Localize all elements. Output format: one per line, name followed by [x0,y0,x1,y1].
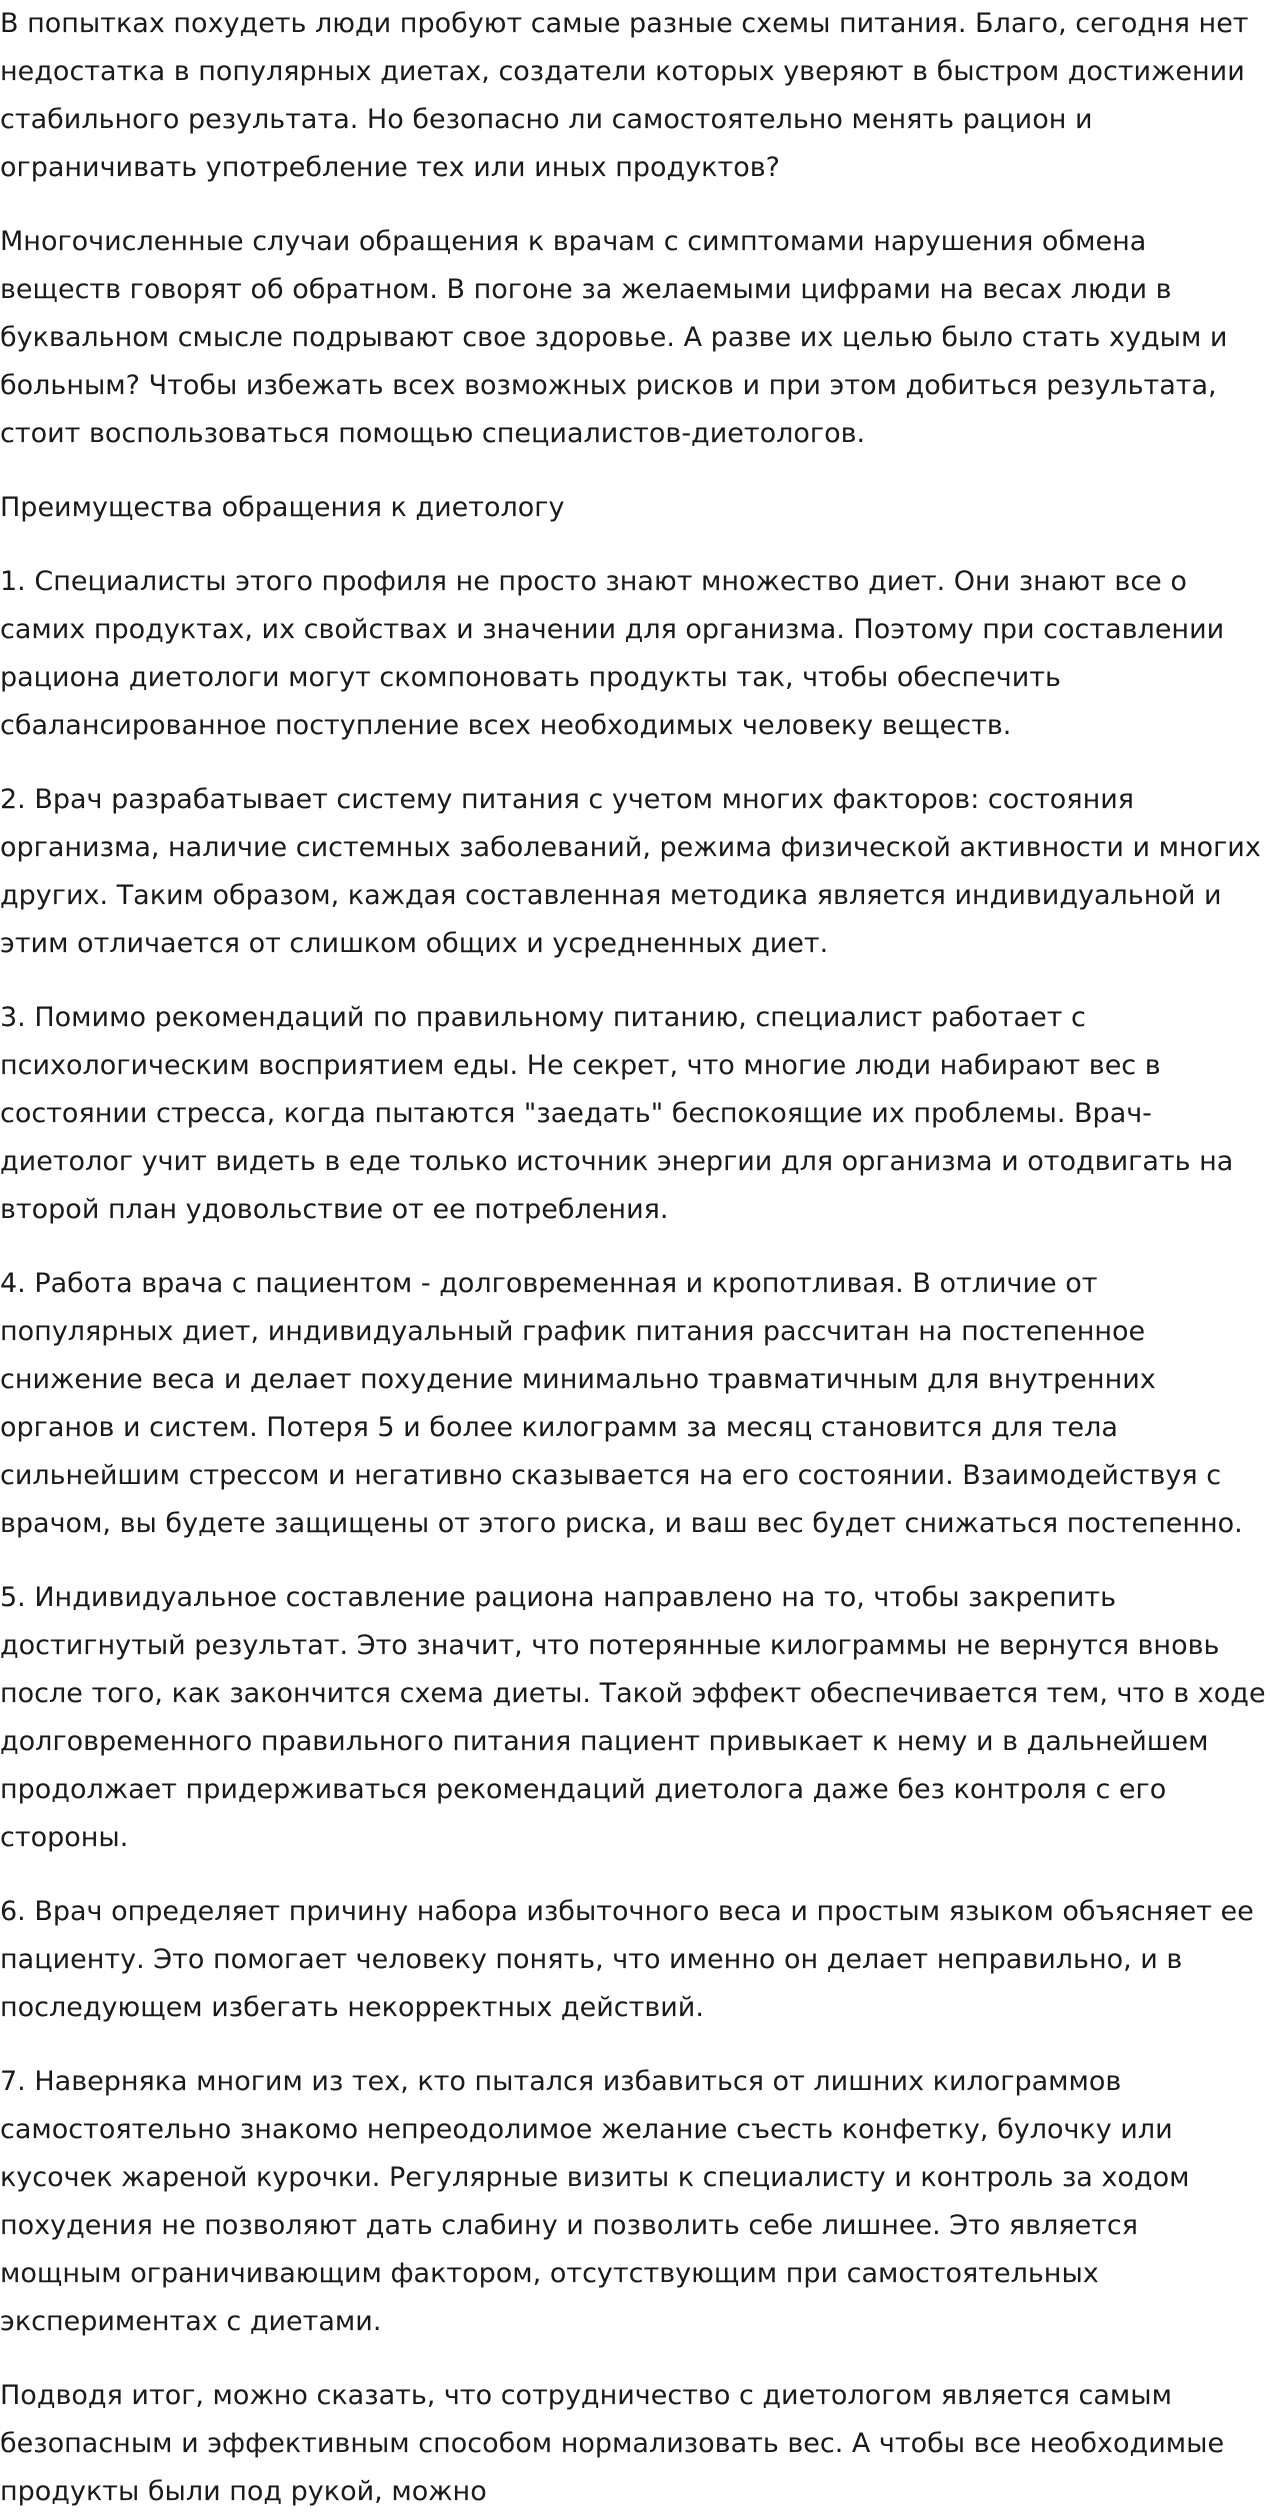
list-item-3: 3. Помимо рекомендаций по правильному питанию, специалист работает с психологическим восприятием еды. Не секрет, что многие люди набирают вес в состоянии стресса, когда пытаются "заедать" беспокоящие их проблемы. Врач-диетолог учит видеть в еде только источник энергии для организма и отодвигать на второй план удовольствие от ее потребления. [0,1002,1234,1225]
list-item-5: 5. Индивидуальное составление рациона направлено на то, чтобы закрепить достигнутый результат. Это значит, что потерянные килограммы не вернутся вновь после того, как закончится схема диеты. Такой эффект обеспечивается тем, что в ходе долговременного правильного питания пациент привыкает к нему и в дальнейшем продолжает придерживаться рекомендаций диетолога даже без контроля с его стороны. [0,1582,1266,1853]
section-heading: Преимущества обращения к диетологу [0,492,565,523]
list-item-6: 6. Врач определяет причину набора избыточного веса и простым языком объясняет ее пациенту. Это помогает человеку понять, что именно он делает неправильно, и в последующем избегать некорректных действий. [0,1896,1254,2023]
list-item-7: 7. Наверняка многим из тех, кто пытался избавиться от лишних килограммов самостоятельно знакомо непреодолимое желание съесть конфетку, булочку или кусочек жареной курочки. Регулярные визиты к специалисту и контроль за ходом похудения не позволяют дать слабину и позволить себе лишнее. Это является мощным ограничивающим фактором, отсутствующим при самостоятельных экспериментах с диетами. [0,2066,1190,2337]
list-item-4: 4. Работа врача с пациентом - долговременная и кропотливая. В отличие от популярных диет, индивидуальный график питания рассчитан на постепенное снижение веса и делает похудение минимально травматичным для внутренних органов и систем. Потеря 5 и более килограмм за месяц становится для тела сильнейшим стрессом и негативно сказывается на его состоянии. Взаимодействуя с врачом, вы будете защищены от этого риска, и ваш вес будет снижаться постепенно. [0,1268,1243,1539]
context-paragraph: Многочисленные случаи обращения к врачам с симптомами нарушения обмена веществ говорят об обратном. В погоне за желаемыми цифрами на весах люди в буквальном смысле подрывают свое здоровье. А разве их целью было стать худым и больным? Чтобы избежать всех возможных рисков и при этом добиться результата, стоит воспользоваться помощью специалистов-диетологов. [0,226,1228,449]
list-item-2: 2. Врач разрабатывает систему питания с учетом многих факторов: состояния организма, наличие системных заболеваний, режима физической активности и многих других. Таким образом, каждая составленная методика является индивидуальной и этим отличается от слишком общих и усредненных диет. [0,784,1261,959]
intro-paragraph: В попытках похудеть люди пробуют самые разные схемы питания. Благо, сегодня нет недостатка в популярных диетах, создатели которых уверяют в быстром достижении стабильного результата. Но безопасно ли самостоятельно менять рацион и ограничивать употребление тех или иных продуктов? [0,8,1249,183]
list-item-1: 1. Специалисты этого профиля не просто знают множество диет. Они знают все о самих продуктах, их свойствах и значении для организма. Поэтому при составлении рациона диетологи могут скомпоновать продукты так, чтобы обеспечить сбалансированное поступление всех необходимых человеку веществ. [0,566,1225,741]
conclusion-paragraph: Подводя итог, можно сказать, что сотрудничество с диетологом является самым безопасным и эффективным способом нормализовать вес. А чтобы все необходимые продукты были под рукой, можно [0,2380,1225,2507]
